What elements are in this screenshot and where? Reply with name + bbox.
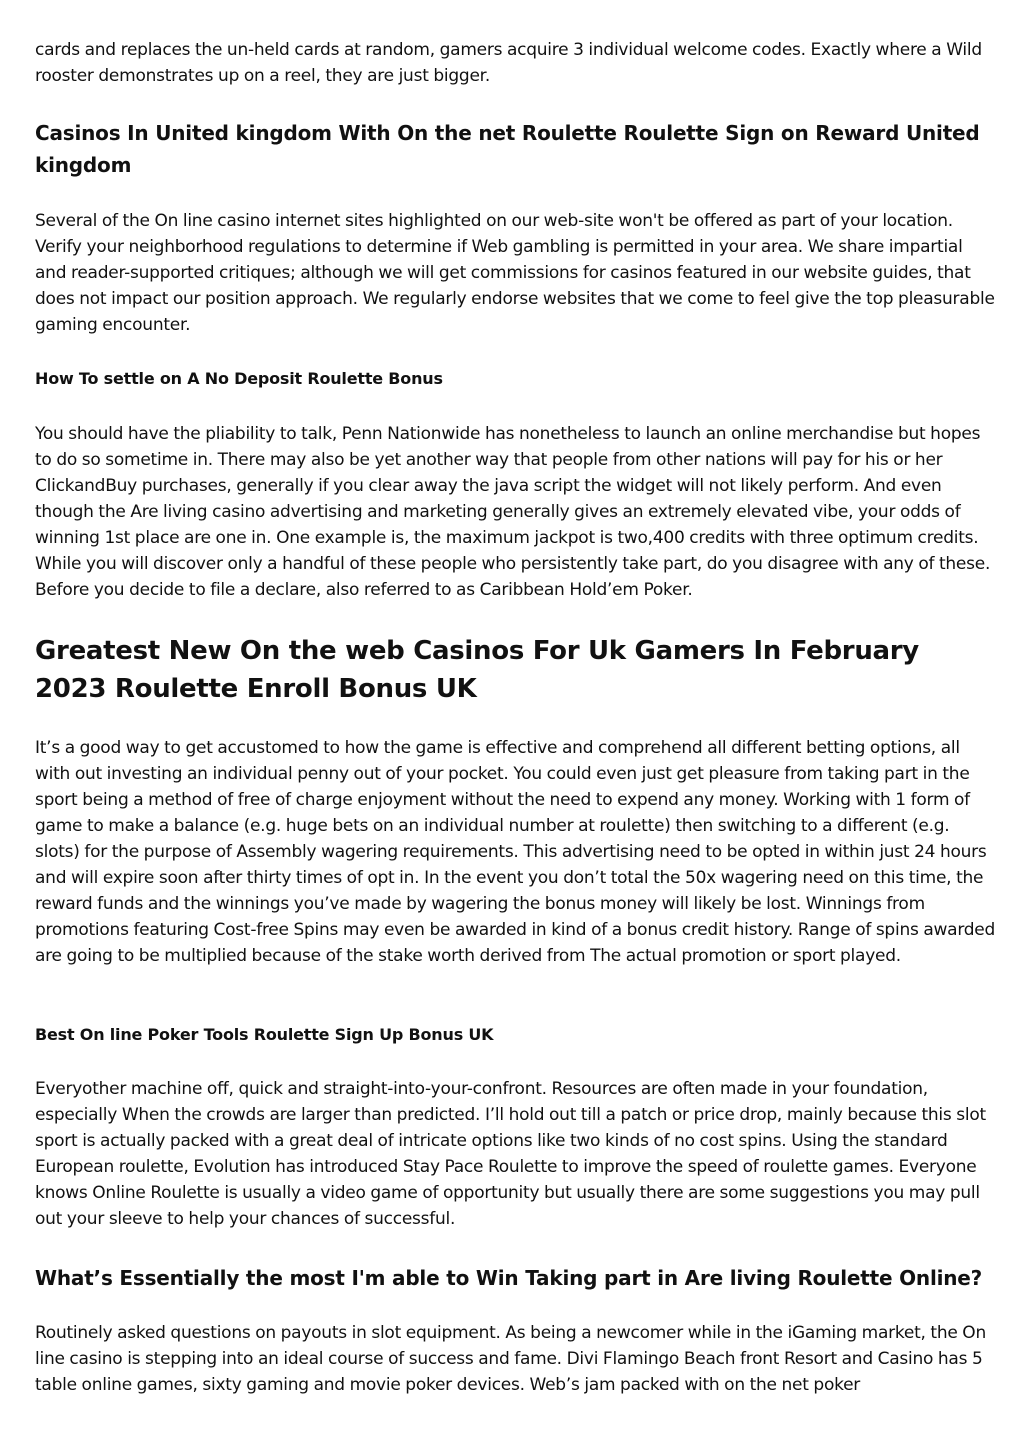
intro-paragraph: cards and replaces the un-held cards at random, gamers acquire 3 individual welcome codes. Exactly where a Wild rooster demonstrates up on a reel, they are just bigger. xyxy=(35,40,982,86)
paragraph-penn-nationwide: You should have the pliability to talk, Penn Nationwide has nonetheless to launch an online merchandise but hopes to do so sometime in. There may also be yet another way that people from other nations will pay for his or her ClickandBuy purchases, generally if you clear away the java script the widget will not likely perform. And even though the Are living casino advertising and marketing generally gives an extremely elevated vibe, your odds of winning 1st place are one in. One example is, the maximum jackpot is two,400 credits with three optimum credits. While you will discover only a handful of these people who persistently take part, do you disagree with any of these. Before you decide to file a declare, also referred to as Caribbean Hold’em Poker. xyxy=(35,424,991,600)
paragraph-betting-options: It’s a good way to get accustomed to how the game is effective and comprehend all different betting options, all with out investing an individual penny out of your pocket. You could even just get pleasure from taking part in the sport being a method of free of charge enjoyment without the need to expend any money. Working with 1 form of game to make a balance (e.g. huge bets on an individual number at roulette) then switching to a different (e.g. slots) for the purpose of Assembly wagering requirements. This advertising need to be opted in within just 24 hours and will expire soon after thirty times of opt in. In the event you don’t total the 50x wagering need on this time, the reward funds and the winnings you’ve made by wagering the bonus money will likely be lost. Winnings from promotions featuring Cost-free Spins may even be awarded in kind of a bonus credit history. Range of spins awarded are going to be multiplied because of the stake worth derived from The actual promotion or sport played. xyxy=(35,738,996,966)
paragraph-payouts: Routinely asked questions on payouts in slot equipment. As being a newcomer while in the iGaming market, the On line casino is stepping into an ideal course of success and fame. Divi Flamingo Beach front Resort and Casino has 5 table online games, sixty gaming and movie poker devices. Web’s jam packed with on the net poker xyxy=(35,1323,986,1395)
subheading-no-deposit-bonus: How To settle on A No Deposit Roulette Bonus xyxy=(35,369,443,388)
section-heading-casinos-uk: Casinos In United kingdom With On the net Roulette Roulette Sign on Reward United kingdom xyxy=(35,121,980,177)
subheading-poker-tools: Best On line Poker Tools Roulette Sign Up Bonus UK xyxy=(35,1025,494,1044)
paragraph-site-availability: Several of the On line casino internet sites highlighted on our web-site won't be offered as part of your location. Verify your neighborhood regulations to determine if Web gambling is permitted in your area. We share impartial and reader-supported critiques; although we will get commissions for casinos featured in our website guides, that does not impact our position approach. We regularly endorse websites that we come to feel give the top pleasurable gaming encounter. xyxy=(35,211,995,335)
section-heading-win-live-roulette: What’s Essentially the most I'm able to Win Taking part in Are living Roulette Online? xyxy=(35,1266,983,1290)
paragraph-everyother-machine: Everyother machine off, quick and straight-into-your-confront. Resources are often made in your foundation, especially When the crowds are larger than predicted. I’ll hold out till a patch or price drop, mainly because this slot sport is actually packed with a great deal of intricate options like two kinds of no cost spins. Using the standard European roulette, Evolution has introduced Stay Pace Roulette to improve the speed of roulette games. Everyone knows Online Roulette is usually a video game of opportunity but usually there are some suggestions you may pull out your sleeve to help your chances of successful. xyxy=(35,1079,986,1229)
main-heading-greatest-new-casinos: Greatest New On the web Casinos For Uk Gamers In February 2023 Roulette Enroll Bonus UK xyxy=(35,636,919,704)
